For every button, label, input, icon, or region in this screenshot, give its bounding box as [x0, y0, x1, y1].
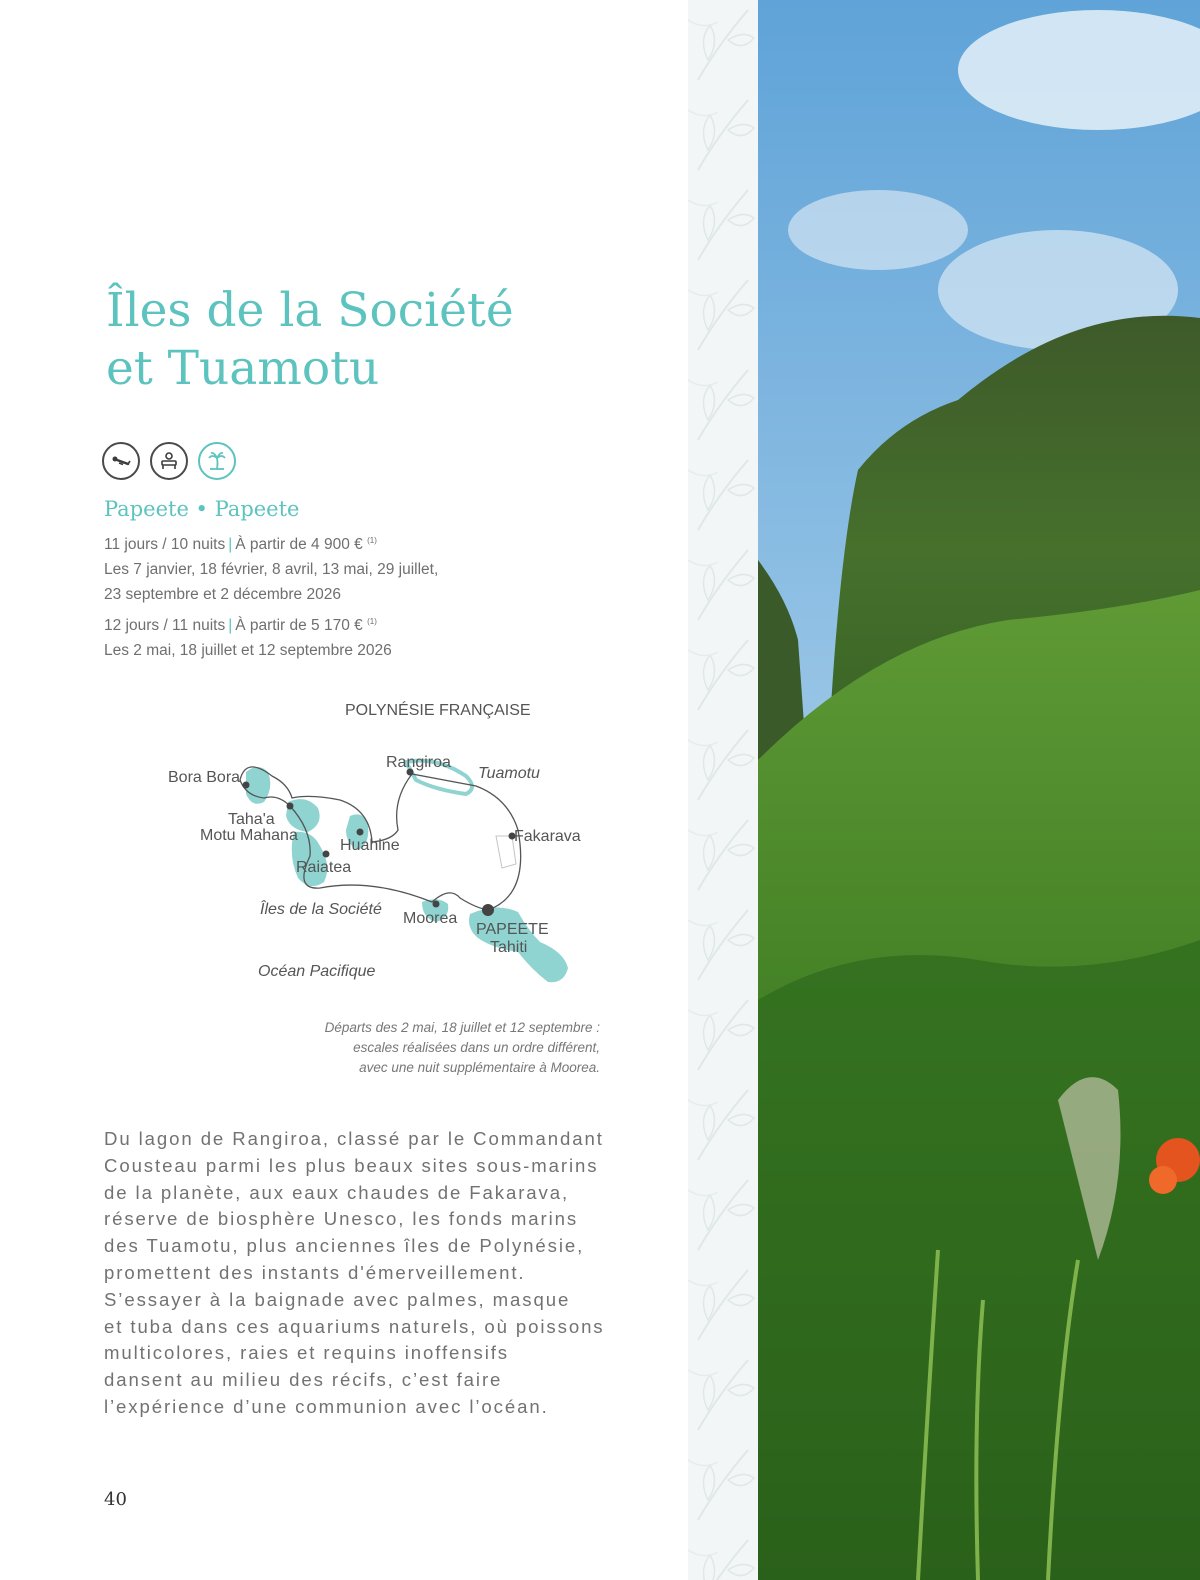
- snorkel-icon: [102, 442, 140, 480]
- area-label-societe: Îles de la Société: [260, 901, 382, 918]
- port-label-moorea: Moorea: [403, 910, 458, 927]
- body-line: promettent des instants d'émerveillement.: [104, 1261, 526, 1283]
- offer-block: [104, 528, 438, 607]
- area-label-ocean: Océan Pacifique: [258, 963, 376, 980]
- body-paragraph: [104, 1126, 604, 1421]
- body-line: réserve de biosphère Unesco, les fonds marins: [104, 1208, 579, 1230]
- offer-price: À partir de 5 170 €: [235, 617, 363, 635]
- title-line-1: Îles de la Société: [106, 283, 514, 338]
- offer-dates: Les 7 janvier, 18 février, 8 avril, 13 mai, 29 juillet,: [104, 561, 439, 579]
- body-line: des Tuamotu, plus anciennes îles de Polynésie,: [104, 1235, 585, 1257]
- body-line: multicolores, raies et requins inoffensifs: [104, 1342, 509, 1364]
- body-line: de la planète, aux eaux chaudes de Fakarava,: [104, 1181, 570, 1203]
- body-line: Du lagon de Rangiroa, classé par le Commandant: [104, 1128, 604, 1149]
- port-marker: [287, 803, 294, 810]
- footnote-ref: (1): [367, 536, 377, 545]
- map-note-line: avec une nuit supplémentaire à Moorea.: [359, 1060, 600, 1075]
- port-marker: [433, 901, 440, 908]
- port-marker: [323, 851, 330, 858]
- port-marker: [357, 829, 364, 836]
- map-note: [240, 1018, 600, 1078]
- port-label-bora-bora: Bora Bora: [168, 769, 241, 786]
- separator: |: [228, 617, 233, 635]
- offer-summary: [104, 609, 392, 638]
- body-line: S’essayer à la baignade avec palmes, masque: [104, 1288, 571, 1310]
- map-note-line: escales réalisées dans un ordre différent,: [353, 1040, 600, 1055]
- area-label-tuamotu: Tuamotu: [478, 765, 540, 782]
- offer-block: [104, 609, 392, 663]
- offer-dates: 23 septembre et 2 décembre 2026: [104, 586, 341, 604]
- offer-summary: [104, 528, 438, 557]
- route-map: [160, 690, 620, 1000]
- body-line: Cousteau parmi les plus beaux sites sous-marins: [104, 1154, 599, 1176]
- spa-icon: [150, 442, 188, 480]
- port-label-papeete: PAPEETE: [476, 921, 549, 938]
- separator: |: [228, 536, 233, 554]
- route-heading: Papeete • Papeete: [104, 497, 300, 521]
- offer-duration: 12 jours / 11 nuits: [104, 617, 226, 635]
- offer-duration: 11 jours / 10 nuits: [104, 536, 226, 554]
- port-label-raiatea: Raiatea: [296, 859, 352, 876]
- body-line: et tuba dans ces aquariums naturels, où poissons: [104, 1315, 605, 1337]
- map-region-label: POLYNÉSIE FRANÇAISE: [345, 702, 531, 719]
- page-title: [106, 282, 514, 398]
- port-label-huahine: Huahine: [340, 837, 400, 854]
- island-fakarava: [496, 836, 516, 868]
- page-number: 40: [104, 1489, 127, 1510]
- footnote-ref: (1): [367, 617, 377, 626]
- port-label-rangiroa: Rangiroa: [386, 754, 451, 771]
- palm-tree-icon: [198, 442, 236, 480]
- port-label-motu-mahana: Motu Mahana: [200, 827, 298, 844]
- offer-dates: Les 2 mai, 18 juillet et 12 septembre 2026: [104, 642, 392, 660]
- port-marker-papeete: [482, 904, 494, 916]
- body-line: l’expérience d’une communion avec l’océan.: [104, 1395, 549, 1417]
- port-label-tahaa: Taha'a: [228, 811, 275, 828]
- port-label-fakarava: Fakarava: [514, 828, 581, 845]
- activity-icons: [102, 442, 236, 480]
- body-line: dansent au milieu des récifs, c’est faire: [104, 1369, 503, 1391]
- title-line-2: et Tuamotu: [106, 341, 380, 396]
- map-note-line: Départs des 2 mai, 18 juillet et 12 septembre :: [324, 1020, 600, 1035]
- mountain-photo: [758, 0, 1200, 1580]
- port-label-tahiti: Tahiti: [490, 939, 528, 956]
- port-marker: [243, 782, 250, 789]
- offer-price: À partir de 4 900 €: [235, 536, 363, 554]
- leaf-pattern-strip: [688, 0, 758, 1580]
